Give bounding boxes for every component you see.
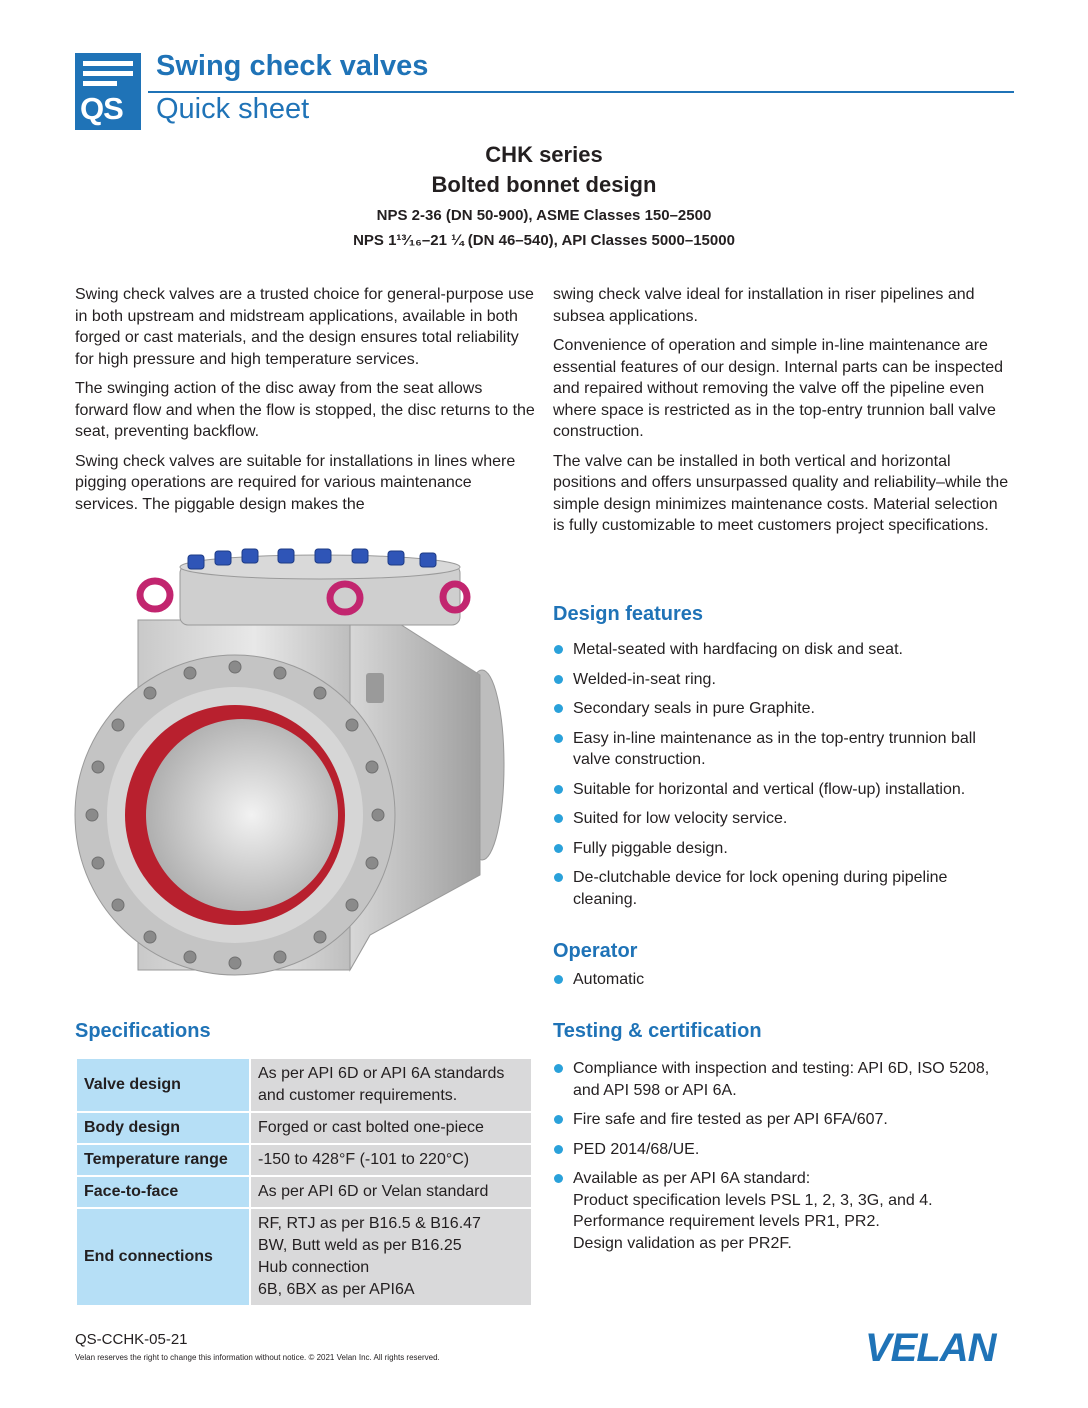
logo-text: QS [80,91,123,126]
list-item: Welded-in-seat ring. [553,669,1013,691]
spec-value: As per API 6D or Velan standard [250,1176,532,1208]
logo-line-icon [83,61,133,66]
list-item: Secondary seals in pure Graphite. [553,698,1013,720]
testing-title: Testing & certification [553,1020,762,1042]
specifications-title: Specifications [75,1020,211,1042]
spec-value: As per API 6D or API 6A standards and customer requirements. [250,1058,532,1112]
table-row [76,1176,532,1208]
bullet-dot-icon [554,785,563,794]
list-item: Suitable for horizontal and vertical (flow-up) installation. [553,779,1013,801]
copyright-note: Velan reserves the right to change this information without notice. © 2021 Velan Inc. All rights reserved. [75,1353,440,1362]
testing-list [553,1058,1013,1254]
product-series: CHK series [485,142,603,167]
table-row [76,1112,532,1144]
bullet-dot-icon [554,1115,563,1124]
product-range-asme: NPS 2-36 (DN 50-900), ASME Classes 150–2500 [376,207,712,224]
bullet-dot-icon [554,975,563,984]
bullet-dot-icon [554,645,563,654]
intro-paragraph: Swing check valves are suitable for installations in lines where pigging operations are required for various maintenance services. The piggable design makes the [75,452,516,513]
list-item: Metal-seated with hardfacing on disk and seat. [553,639,1013,661]
product-design: Bolted bonnet design [431,172,657,197]
spec-key: Body design [76,1112,250,1144]
document-code: QS-CCHK-05-21 [75,1331,188,1348]
bullet-dot-icon [554,675,563,684]
qs-logo [75,53,141,130]
list-item: Suited for low velocity service. [553,808,1013,830]
spec-key: Temperature range [76,1144,250,1176]
bullet-dot-icon [554,844,563,853]
intro-paragraph: Convenience of operation and simple in-line maintenance are essential features of our design. Internal parts can be inspected and repaired without removing the valve off the pipeline even where space is restricted as in the top-entry trunnion ball valve construction. [553,337,1004,440]
intro-paragraph: swing check valve ideal for installation in riser pipelines and subsea applications. [553,286,975,325]
list-item: Fully piggable design. [553,838,1013,860]
spec-key: Face-to-face [76,1176,250,1208]
list-item: PED 2014/68/UE. [553,1139,1013,1161]
specifications-table [75,1057,533,1307]
testing-section [553,1020,1013,1262]
operator-section [553,940,1013,999]
list-item: Compliance with inspection and testing: API 6D, ISO 5208, and API 598 or API 6A. [553,1058,1013,1101]
list-item: Automatic [553,969,1013,991]
spec-key: Valve design [76,1058,250,1112]
table-row [76,1058,532,1112]
document-subtitle: Quick sheet [156,93,310,125]
list-item: De-clutchable device for lock opening during pipeline cleaning. [553,867,1013,910]
bullet-dot-icon [554,1145,563,1154]
intro-paragraph: The swinging action of the disc away from the seat allows forward flow and when the flow is stopped, the disc returns to the seat, preventing backflow. [75,380,535,440]
list-item: Available as per API 6A standard: Product specification levels PSL 1, 2, 3, 3G, and 4. Performance requirement levels PR1, PR2. Design validation as per PR2F. [553,1168,1013,1254]
bullet-dot-icon [554,704,563,713]
design-features-section [553,603,1013,918]
bullet-dot-icon [554,1174,563,1183]
intro-paragraph: Swing check valves are a trusted choice for general-purpose use in both upstream and midstream applications, available in both forged or cast materials, and the design ensures total reliability for high pressure and high temperature services. [75,286,534,368]
list-item: Fire safe and fire tested as per API 6FA/607. [553,1109,1013,1131]
intro-paragraph: The valve can be installed in both vertical and horizontal positions and offers unsurpassed quality and reliability–while the simple design minimizes maintenance costs. Material selection is fully customizable to meet customers project specifications. [553,452,1009,534]
logo-line-icon [83,71,133,76]
operator-title: Operator [553,940,638,962]
spec-value: RF, RTJ as per B16.5 & B16.47 BW, Butt weld as per B16.25 Hub connection 6B, 6BX as per API6A [250,1208,532,1306]
spec-key: End connections [76,1208,250,1306]
table-row [76,1144,532,1176]
operator-list [553,969,1013,991]
bullet-dot-icon [554,873,563,882]
bullet-dot-icon [554,734,563,743]
list-item: Easy in-line maintenance as in the top-entry trunnion ball valve construction. [553,728,1013,771]
intro-left-column [75,284,535,523]
spec-value: -150 to 428°F (-101 to 220°C) [250,1144,532,1176]
spec-value: Forged or cast bolted one-piece [250,1112,532,1144]
velan-logo: VELAN [865,1326,996,1370]
design-features-list [553,639,1013,910]
bullet-dot-icon [554,814,563,823]
bullet-dot-icon [554,1064,563,1073]
table-row [76,1208,532,1306]
intro-right-column [553,284,1013,545]
product-range-api: NPS 1¹³⁄₁₆–21 ¼ (DN 46–540), API Classes 5000–15000 [353,232,735,249]
swing-check-valve-image [70,545,510,995]
design-features-title: Design features [553,603,704,625]
document-title: Swing check valves [156,50,429,82]
logo-line-icon [83,81,117,86]
